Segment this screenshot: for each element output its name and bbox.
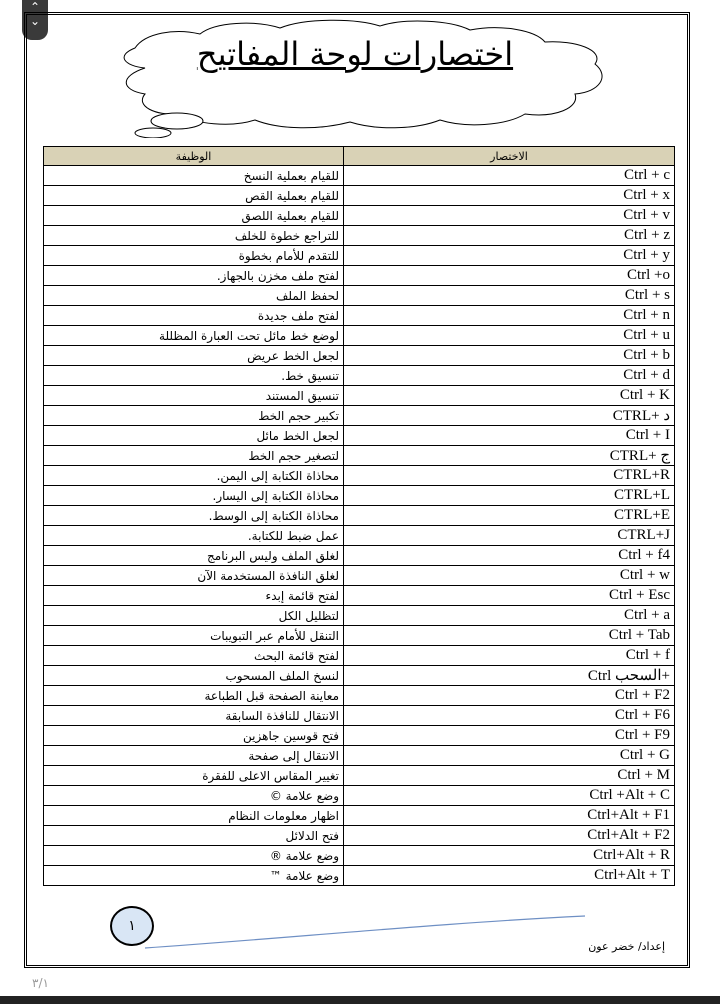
- function-cell: تكبير حجم الخط: [44, 406, 344, 426]
- function-cell: تنسيق خط.: [44, 366, 344, 386]
- function-cell: لغلق النافذة المستخدمة الآن: [44, 566, 344, 586]
- function-cell: لجعل الخط مائل: [44, 426, 344, 446]
- table-row: [44, 866, 675, 886]
- page-title: اختصارات لوحة المفاتيح: [196, 35, 514, 73]
- shortcut-cell: Ctrl + w: [344, 566, 675, 586]
- table-row: [44, 786, 675, 806]
- shortcut-cell: Ctrl + x: [344, 186, 675, 206]
- shortcut-cell: Ctrl + s: [344, 286, 675, 306]
- function-cell: تغيير المقاس الاعلى للفقرة: [44, 766, 344, 786]
- shortcuts-table: [43, 146, 675, 886]
- shortcut-cell: Ctrl +o: [344, 266, 675, 286]
- table-row: [44, 846, 675, 866]
- chevron-up-icon: ⌃: [29, 0, 41, 14]
- table-row: [44, 246, 675, 266]
- shortcut-cell: Ctrl + c: [344, 166, 675, 186]
- table-row: [44, 346, 675, 366]
- table-row: [44, 706, 675, 726]
- shortcut-cell: Ctrl + v: [344, 206, 675, 226]
- function-cell: لوضع خط مائل تحت العبارة المظللة: [44, 326, 344, 346]
- shortcut-cell: Ctrl + n: [344, 306, 675, 326]
- table-header-row: [44, 147, 675, 166]
- function-cell: اظهار معلومات النظام: [44, 806, 344, 826]
- table-row: [44, 326, 675, 346]
- function-cell: للقيام بعملية النسخ: [44, 166, 344, 186]
- shortcut-cell: Ctrl + F9: [344, 726, 675, 746]
- function-cell: لفتح ملف مخزن بالجهاز.: [44, 266, 344, 286]
- function-cell: فتح الدلائل: [44, 826, 344, 846]
- table-row: [44, 426, 675, 446]
- function-cell: وضع علامة ®: [44, 846, 344, 866]
- shortcut-cell: Ctrl+Alt + F1: [344, 806, 675, 826]
- function-cell: عمل ضبط للكتابة.: [44, 526, 344, 546]
- table-row: [44, 646, 675, 666]
- table-row: [44, 226, 675, 246]
- shortcut-cell: Ctrl + z: [344, 226, 675, 246]
- chevron-down-icon: ⌄: [29, 14, 41, 28]
- footer-line: [140, 908, 590, 953]
- header-function: الوظيفة: [44, 147, 344, 166]
- shortcut-cell: CTRL+ د: [344, 406, 675, 426]
- table-row: [44, 606, 675, 626]
- function-cell: الانتقال للنافذة السابقة: [44, 706, 344, 726]
- function-cell: لغلق الملف وليس البرنامج: [44, 546, 344, 566]
- shortcut-cell: Ctrl السحب+: [344, 666, 675, 686]
- shortcut-cell: Ctrl+Alt + F2: [344, 826, 675, 846]
- shortcut-cell: Ctrl + f4: [344, 546, 675, 566]
- shortcut-cell: CTRL+E: [344, 506, 675, 526]
- function-cell: للتراجع خطوة للخلف: [44, 226, 344, 246]
- table-row: [44, 166, 675, 186]
- shortcut-cell: Ctrl + G: [344, 746, 675, 766]
- table-row: [44, 506, 675, 526]
- shortcut-cell: Ctrl + a: [344, 606, 675, 626]
- function-cell: وضع علامة ™: [44, 866, 344, 886]
- table-row: [44, 586, 675, 606]
- function-cell: للتقدم للأمام بخطوة: [44, 246, 344, 266]
- shortcut-cell: Ctrl + y: [344, 246, 675, 266]
- function-cell: لفتح قائمة إبدء: [44, 586, 344, 606]
- function-cell: للقيام بعملية القص: [44, 186, 344, 206]
- table-row: [44, 526, 675, 546]
- function-cell: للقيام بعملية اللصق: [44, 206, 344, 226]
- table-row: [44, 446, 675, 466]
- function-cell: لتظليل الكل: [44, 606, 344, 626]
- header-shortcut: الاختصار: [344, 147, 675, 166]
- function-cell: محاذاة الكتابة إلى الوسط.: [44, 506, 344, 526]
- table-row: [44, 406, 675, 426]
- shortcut-cell: Ctrl +Alt + C: [344, 786, 675, 806]
- shortcut-cell: Ctrl + f: [344, 646, 675, 666]
- table-row: [44, 806, 675, 826]
- table-row: [44, 766, 675, 786]
- function-cell: فتح قوسين جاهزين: [44, 726, 344, 746]
- shortcut-cell: Ctrl + F2: [344, 686, 675, 706]
- function-cell: محاذاة الكتابة إلى اليمن.: [44, 466, 344, 486]
- function-cell: لفتح قائمة البحث: [44, 646, 344, 666]
- table-row: [44, 546, 675, 566]
- shortcut-cell: Ctrl + M: [344, 766, 675, 786]
- function-cell: الانتقال إلى صفحة: [44, 746, 344, 766]
- table-row: [44, 386, 675, 406]
- shortcut-cell: Ctrl + Esc: [344, 586, 675, 606]
- shortcut-cell: Ctrl+Alt + R: [344, 846, 675, 866]
- shortcut-cell: Ctrl + Tab: [344, 626, 675, 646]
- function-cell: لفتح ملف جديدة: [44, 306, 344, 326]
- table-row: [44, 746, 675, 766]
- function-cell: وضع علامة ©: [44, 786, 344, 806]
- table-row: [44, 206, 675, 226]
- table-row: [44, 826, 675, 846]
- table-row: [44, 266, 675, 286]
- table-row: [44, 566, 675, 586]
- shortcut-cell: Ctrl + d: [344, 366, 675, 386]
- shortcut-cell: Ctrl + u: [344, 326, 675, 346]
- table-row: [44, 286, 675, 306]
- table-row: [44, 186, 675, 206]
- shortcut-cell: CTRL+ ج: [344, 446, 675, 466]
- shortcut-cell: Ctrl + K: [344, 386, 675, 406]
- table-row: [44, 666, 675, 686]
- function-cell: لتصغير حجم الخط: [44, 446, 344, 466]
- function-cell: التنقل للأمام عبر التبويبات: [44, 626, 344, 646]
- function-cell: معاينة الصفحة قبل الطباعة: [44, 686, 344, 706]
- shortcut-cell: Ctrl + F6: [344, 706, 675, 726]
- function-cell: محاذاة الكتابة إلى اليسار.: [44, 486, 344, 506]
- function-cell: لجعل الخط عريض: [44, 346, 344, 366]
- table-row: [44, 466, 675, 486]
- shortcut-cell: CTRL+J: [344, 526, 675, 546]
- function-cell: تنسيق المستند: [44, 386, 344, 406]
- table-row: [44, 486, 675, 506]
- bottom-bar: [0, 996, 720, 1004]
- shortcut-cell: CTRL+R: [344, 466, 675, 486]
- function-cell: لنسخ الملف المسحوب: [44, 666, 344, 686]
- page-number: ١: [110, 906, 154, 946]
- table-row: [44, 686, 675, 706]
- table-row: [44, 726, 675, 746]
- shortcut-cell: Ctrl + I: [344, 426, 675, 446]
- author-credit: إعداد/ خضر عون: [588, 940, 665, 953]
- table-row: [44, 306, 675, 326]
- table-row: [44, 366, 675, 386]
- shortcut-cell: Ctrl + b: [344, 346, 675, 366]
- function-cell: لحفظ الملف: [44, 286, 344, 306]
- page-index: ٣/١: [32, 976, 49, 990]
- shortcut-cell: CTRL+L: [344, 486, 675, 506]
- shortcut-cell: Ctrl+Alt + T: [344, 866, 675, 886]
- table-row: [44, 626, 675, 646]
